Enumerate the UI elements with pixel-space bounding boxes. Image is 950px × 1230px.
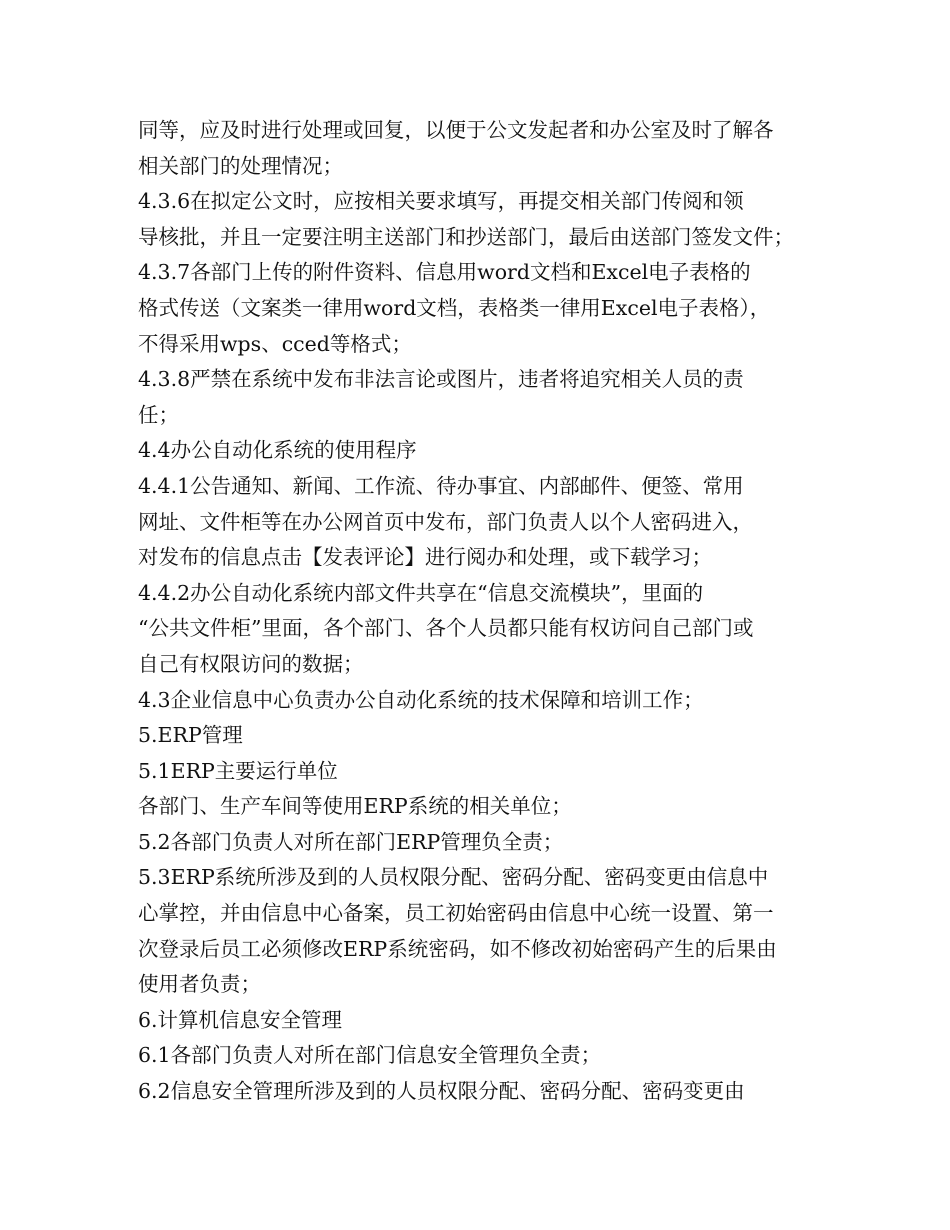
text-line: 4.4办公自动化系统的使用程序 — [138, 438, 417, 463]
document-body — [138, 113, 828, 1110]
text-line: 5.1ERP主要运行单位 — [138, 758, 338, 783]
text-line: 各部门、生产车间等使用ERP系统的相关单位； — [138, 794, 572, 819]
text-line: 4.3企业信息中心负责办公自动化系统的技术保障和培训工作； — [138, 687, 704, 712]
text-line: 使用者负责； — [138, 972, 261, 997]
text-line: 6.2信息安全管理所涉及到的人员权限分配、密码分配、密码变更由 — [138, 1079, 745, 1104]
text-line: 相关部门的处理情况； — [138, 153, 343, 178]
text-line: 对发布的信息点击【发表评论】进行阅办和处理，或下载学习； — [138, 545, 712, 570]
text-line: 5.ERP管理 — [138, 723, 243, 748]
text-line: 6.1各部门负责人对所在部门信息安全管理负全责； — [138, 1043, 602, 1068]
text-line: 4.3.8严禁在系统中发布非法言论或图片，违者将追究相关人员的责 — [138, 367, 744, 392]
text-line: 4.4.1公告通知、新闻、工作流、待办事宜、内部邮件、便签、常用 — [138, 473, 744, 498]
text-line: 5.3ERP系统所涉及到的人员权限分配、密码分配、密码变更由信息中 — [138, 865, 769, 890]
text-line: 导核批，并且一定要注明主送部门和抄送部门，最后由送部门签发文件； — [138, 224, 794, 249]
text-line: 4.4.2办公自动化系统内部文件共享在“信息交流模块”，里面的 — [138, 580, 704, 605]
text-line: 不得采用wps、cced等格式； — [138, 331, 412, 356]
text-line: 自己有权限访问的数据； — [138, 651, 364, 676]
text-line: 同等，应及时进行处理或回复，以便于公文发起者和办公室及时了解各 — [138, 118, 774, 142]
text-line: “公共文件柜”里面，各个部门、各个人员都只能有权访问自己部门或 — [138, 616, 754, 641]
text-line: 次登录后员工必须修改ERP系统密码，如不修改初始密码产生的后果由 — [138, 936, 777, 961]
text-line: 5.2各部门负责人对所在部门ERP管理负全责； — [138, 829, 564, 854]
text-line: 网址、文件柜等在办公网首页中发布，部门负责人以个人密码进入， — [138, 509, 753, 534]
text-line: 4.3.6在拟定公文时，应按相关要求填写，再提交相关部门传阅和领 — [138, 189, 744, 214]
text-line: 格式传送（文案类一律用word文档，表格类一律用Excel电子表格）， — [138, 295, 771, 320]
text-line: 4.3.7各部门上传的附件资料、信息用word文档和Excel电子表格的 — [138, 260, 751, 285]
text-line: 任； — [138, 402, 179, 427]
text-line: 6.计算机信息安全管理 — [138, 1007, 343, 1032]
text-line: 心掌控，并由信息中心备案，员工初始密码由信息中心统一设置、第一 — [138, 901, 774, 926]
